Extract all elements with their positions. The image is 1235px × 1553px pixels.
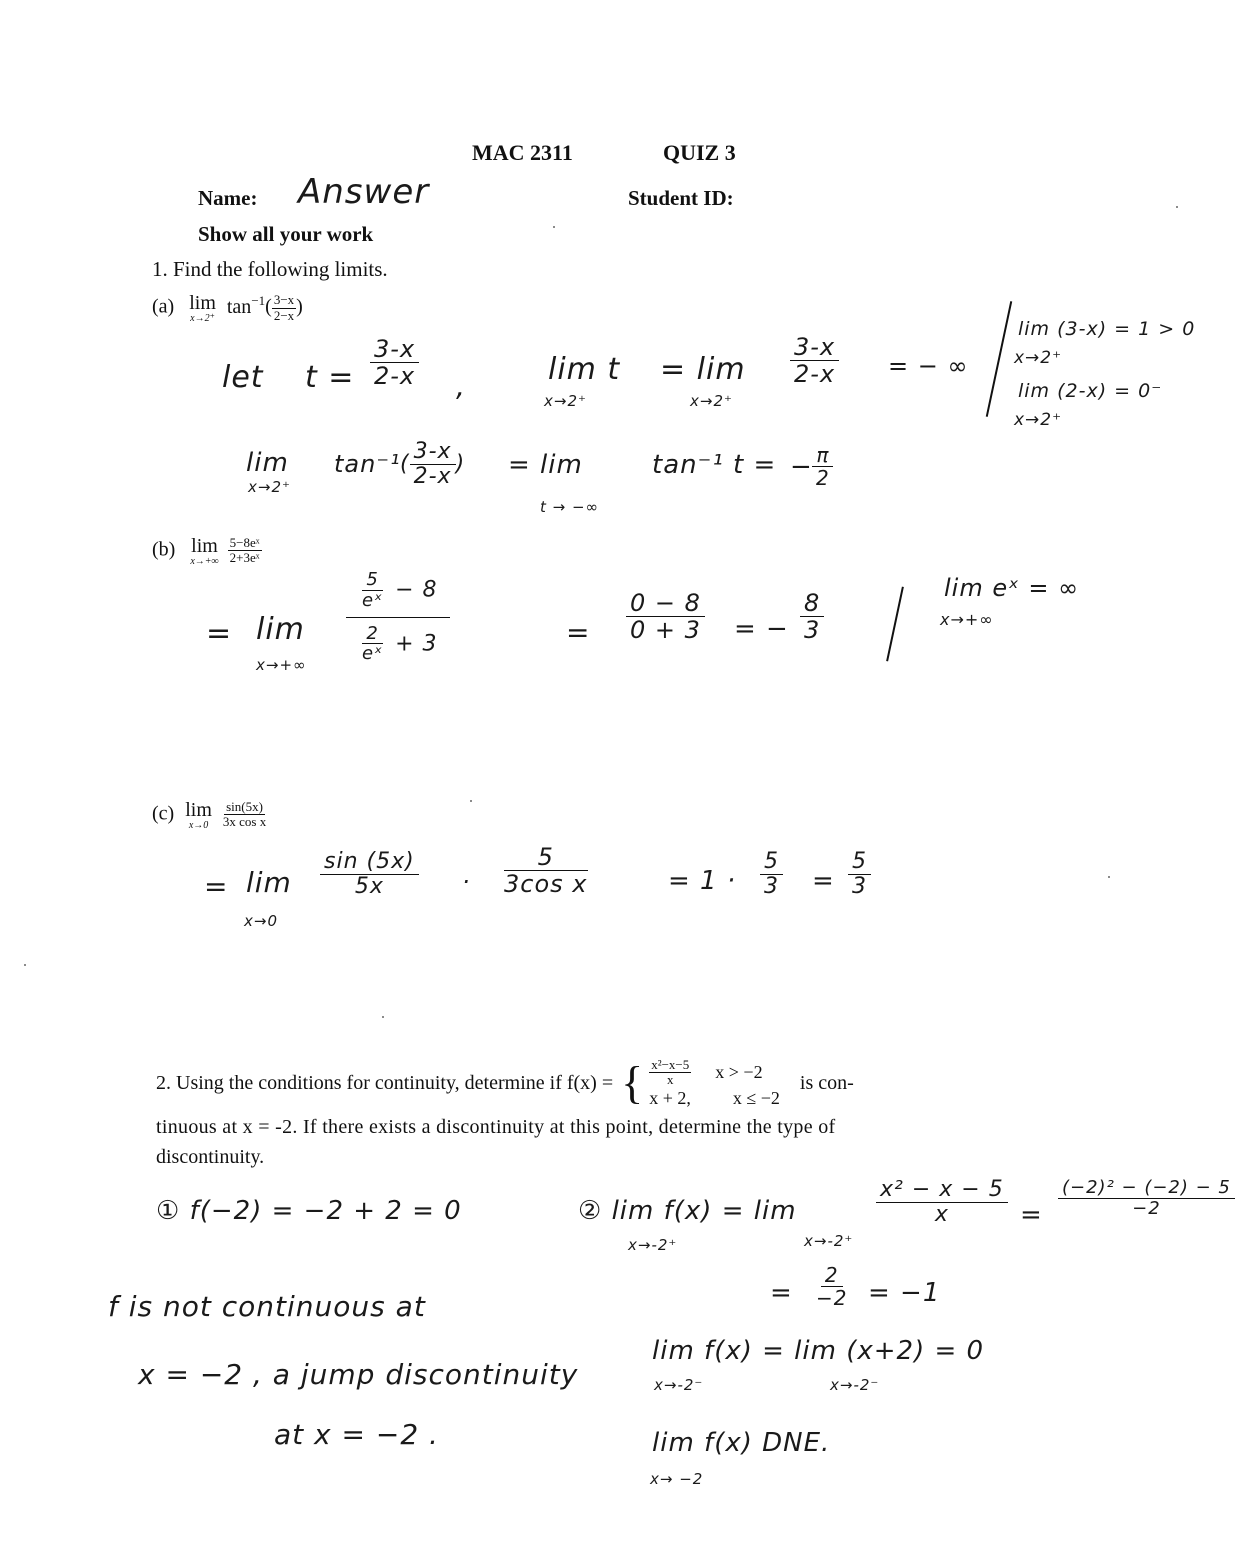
work1a-separator [986, 301, 1012, 417]
problem1b-label: (b) [152, 538, 176, 561]
instruction: Show all your work [198, 222, 374, 246]
work1b-val: $\frac{0 - 8}{0 + 3}$ [626, 590, 705, 644]
problem1b-limit: lim x→+∞ [190, 535, 219, 567]
work1a-line2-eq: = lim [508, 450, 583, 480]
work1a-line2-lim: lim [246, 448, 289, 478]
name-label: Name: [198, 186, 258, 210]
work1a-lim-t-sub: x→2⁺ [544, 392, 587, 410]
work2-step2-val: $\frac{\text{(−2)² − (−2) − 5}}{-2}$ [1058, 1178, 1235, 1219]
work1a-side2-sub: x→2⁺ [1014, 410, 1063, 430]
work1b-separator [886, 587, 904, 662]
work1a-line2-frac: ( $\frac{3-x}{2-x}$ ) [400, 439, 466, 490]
problem2-line3: discontinuity. [156, 1146, 265, 1168]
work1a-let: let [222, 360, 264, 395]
work2-left-limit: lim f(x) = lim (x+2) = 0 [652, 1336, 985, 1366]
problem1-prompt: 1. Find the following limits. [152, 257, 388, 281]
scan-speck [1176, 206, 1178, 208]
work2-left-sub2: x→-2⁻ [830, 1376, 880, 1394]
work1c-lim: lim [246, 866, 292, 899]
problem2-line2: tinuous at x = -2. If there exists a discontinuity at this point, determine the type of [156, 1116, 836, 1138]
work1c-frac2: $\frac{5}{\text{3cos x}}$ [504, 843, 588, 899]
problem2-line1: 2. Using the conditions for continuity, determine if f(x) = { $\frac{\text{x²−x−5}}{x}$ x > −2 x + 2, x ≤ −2 is con- [156, 1057, 854, 1109]
scan-speck [1108, 876, 1110, 878]
work1b-result: $\frac{8}{3}$ [800, 590, 824, 644]
work1a-t-eq: t = [305, 360, 355, 395]
work1a-side2: lim (2-x) = 0⁻ [1018, 380, 1163, 402]
work2-conclusion2: x = −2 , a jump discontinuity [138, 1358, 579, 1391]
work1a-ratio: $\frac{3-x}{2-x}$ [790, 334, 839, 388]
work1c-eq3: = [812, 866, 835, 896]
problem1c-label: (c) [152, 802, 175, 825]
work1b-side: lim eˣ = ∞ [944, 574, 1080, 602]
work2-dne-sub: x→ −2 [650, 1470, 704, 1488]
name-value: Answer [298, 172, 430, 212]
work2-step2-sub1: x→-2⁺ [628, 1236, 678, 1254]
work1a-result: = − ∞ [888, 352, 969, 380]
work2-step2b-res: = −1 [868, 1278, 941, 1308]
work2-conclusion3: at x = −2 . [274, 1418, 439, 1451]
work1a-line2-sign: − [790, 452, 813, 482]
work2-step2-sub2: x→-2⁺ [804, 1232, 854, 1250]
work1a-line2-sub: x→2⁺ [248, 478, 291, 496]
work1b-bigfrac: $\frac{5}{\text{eˣ}}$ − 8 $\frac{2}{\text{eˣ}}$ + 3 [346, 570, 450, 664]
quiz-title: QUIZ 3 [663, 140, 736, 165]
work1c-frac3: $\frac{5}{3}$ [760, 850, 783, 899]
work1a-comma: , [456, 370, 466, 403]
work2-step2-frac: $\frac{\text{x² − x − 5}}{x}$ [876, 1178, 1008, 1227]
work1c-frac1: $\frac{\sin (5x)}{5x}$ [320, 850, 419, 899]
work2-step2b-eq: = [770, 1278, 793, 1308]
scan-speck [470, 800, 472, 802]
work2-step2-eq: = [1020, 1200, 1043, 1230]
work2-dne: lim f(x) DNE. [652, 1428, 831, 1458]
work1a-lim-t: lim t [548, 352, 621, 387]
scan-speck [24, 964, 26, 966]
work1b-lim-sub: x→+∞ [256, 656, 307, 674]
student-id-label: Student ID: [628, 186, 734, 210]
work1a-side1-sub: x→2⁺ [1014, 348, 1063, 368]
work1a-line2-tant: tan⁻¹ t = [652, 450, 777, 480]
piecewise-brace: { [621, 1057, 644, 1109]
work1c-eq: = [204, 870, 229, 903]
piecewise-cases: $\frac{\text{x²−x−5}}{x}$ x > −2 x + 2, x ≤ −2 [649, 1057, 780, 1108]
work1c-frac4: $\frac{5}{3}$ [848, 850, 871, 899]
problem1a-label: (a) [152, 295, 175, 318]
work1a-line2-result: $\frac{\pi}{2}$ [812, 444, 834, 489]
work1a-line2-tan: tan⁻¹ [334, 450, 401, 478]
work1a-t-frac: $\frac{3-x}{2-x}$ [370, 336, 419, 390]
problem1c: (c) lim x→0 $\frac{\sin(5x)}{\text{3x cos x}}$ [152, 799, 267, 831]
work1a-line2-eq-sub: t → −∞ [540, 498, 600, 516]
problem1a: (a) lim x→2⁺ $\tan^{-1}$( $\frac{3-x}{2-x}$ ) [152, 292, 303, 324]
work1b-side-sub: x→+∞ [940, 610, 994, 629]
work2-left-sub1: x→-2⁻ [654, 1376, 704, 1394]
work2-step2b-frac: $\frac{2}{-2}$ [816, 1263, 848, 1310]
work2-conclusion1: f is not continuous at [108, 1290, 426, 1323]
tan-function: tan [226, 295, 252, 318]
problem1a-limit: lim x→2⁺ [189, 292, 216, 324]
course-code: MAC 2311 [472, 140, 573, 165]
scan-speck [553, 226, 555, 228]
scan-speck [382, 1016, 384, 1018]
work1a-side1: lim (3-x) = 1 > 0 [1018, 318, 1196, 340]
work1c-lim-sub: x→0 [244, 912, 278, 930]
problem1b: (b) lim x→+∞ $\frac{\text{5−8eˣ}}{\text{2+3eˣ}}$ [152, 535, 260, 567]
work2-step2: ② lim f(x) = lim [578, 1196, 797, 1226]
work1b-eq: = [206, 616, 233, 651]
work1b-eq2: = [566, 616, 591, 649]
problem1c-limit: lim x→0 [185, 799, 212, 831]
work1a-eq-lim-sub: x→2⁺ [690, 392, 733, 410]
work1b-lim: lim [256, 612, 305, 647]
work1c-dot: · [462, 868, 471, 896]
work1b-eq3: = − [734, 614, 789, 644]
work1c-eq2: = 1 · [668, 866, 737, 896]
work1a-eq-lim: = lim [660, 352, 746, 387]
work2-step1: ① f(−2) = −2 + 2 = 0 [156, 1196, 462, 1226]
